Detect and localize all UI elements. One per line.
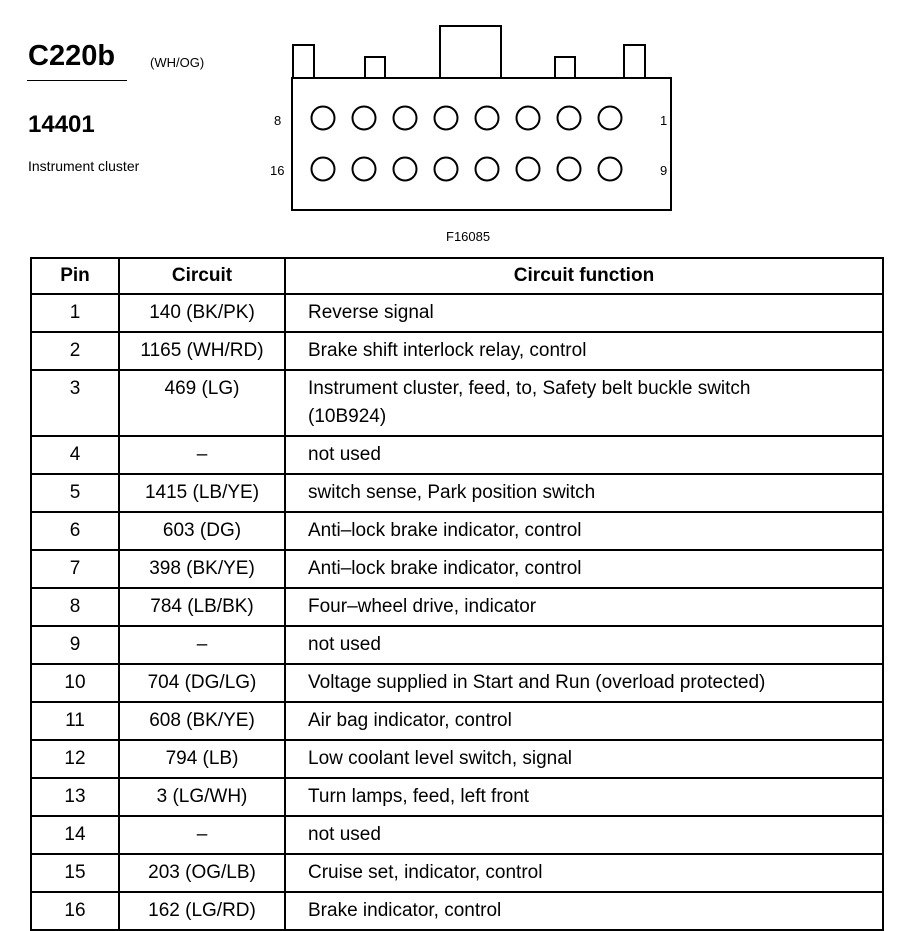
- figure-id: F16085: [446, 229, 491, 244]
- circuit-cell: 603 (DG): [119, 512, 285, 550]
- function-cell: Air bag indicator, control: [285, 702, 883, 740]
- pin-cell: 16: [31, 892, 119, 930]
- pin-hole: [435, 107, 458, 130]
- circuit-cell: 469 (LG): [119, 370, 285, 436]
- circuit-cell: –: [119, 626, 285, 664]
- function-cell: [285, 370, 883, 436]
- function-cell: not used: [285, 626, 883, 664]
- pin-cell: 14: [31, 816, 119, 854]
- pin-cell: 2: [31, 332, 119, 370]
- pin-label-bottom-right: 9: [660, 163, 668, 178]
- table-row: [31, 332, 883, 370]
- table-row: [31, 512, 883, 550]
- pin-cell: 7: [31, 550, 119, 588]
- pin-hole: [517, 158, 540, 181]
- center-latch: [440, 26, 501, 78]
- pin-cell: 11: [31, 702, 119, 740]
- pin-label-top-right: 1: [660, 113, 668, 128]
- pin-cell: 4: [31, 436, 119, 474]
- table-header-row: [31, 258, 883, 294]
- pin-hole: [517, 107, 540, 130]
- pin-cell: 5: [31, 474, 119, 512]
- function-cell: Reverse signal: [285, 294, 883, 332]
- circuit-cell: 608 (BK/YE): [119, 702, 285, 740]
- circuit-cell: –: [119, 436, 285, 474]
- pin-cell: 8: [31, 588, 119, 626]
- table-row: [31, 588, 883, 626]
- table-row: [31, 702, 883, 740]
- pin-hole: [599, 158, 622, 181]
- table-row: [31, 664, 883, 702]
- pin-hole: [312, 107, 335, 130]
- circuit-cell: 140 (BK/PK): [119, 294, 285, 332]
- header-circuit: Circuit: [119, 258, 285, 294]
- connector-face-diagram: [285, 20, 685, 215]
- table-row: [31, 474, 883, 512]
- pin-cell: 15: [31, 854, 119, 892]
- pin-hole: [476, 107, 499, 130]
- circuit-cell: 1415 (LB/YE): [119, 474, 285, 512]
- function-line-2: (10B924): [308, 406, 387, 427]
- circuit-cell: –: [119, 816, 285, 854]
- table-row: [31, 778, 883, 816]
- pin-cell: 13: [31, 778, 119, 816]
- function-cell: Brake shift interlock relay, control: [285, 332, 883, 370]
- function-line-1: Instrument cluster, feed, to, Safety belt buckle switch: [308, 378, 751, 399]
- pin-hole: [353, 158, 376, 181]
- pin-hole: [394, 158, 417, 181]
- function-cell: Cruise set, indicator, control: [285, 854, 883, 892]
- circuit-cell: 162 (LG/RD): [119, 892, 285, 930]
- pinout-table: [30, 257, 884, 931]
- function-cell: Four–wheel drive, indicator: [285, 588, 883, 626]
- pin-cell: 1: [31, 294, 119, 332]
- table-row: [31, 816, 883, 854]
- table-row: [31, 436, 883, 474]
- circuit-cell: 203 (OG/LB): [119, 854, 285, 892]
- function-cell: Anti–lock brake indicator, control: [285, 550, 883, 588]
- pin-label-top-left: 8: [274, 113, 282, 128]
- pin-hole: [353, 107, 376, 130]
- table-row: [31, 294, 883, 332]
- pin-holes: [312, 107, 622, 181]
- header-pin: Pin: [31, 258, 119, 294]
- pin-hole: [312, 158, 335, 181]
- circuit-cell: 1165 (WH/RD): [119, 332, 285, 370]
- connector-color: (WH/OG): [150, 55, 205, 70]
- table-row: [31, 550, 883, 588]
- circuit-cell: 704 (DG/LG): [119, 664, 285, 702]
- circuit-cell: 3 (LG/WH): [119, 778, 285, 816]
- circuit-cell: 784 (LB/BK): [119, 588, 285, 626]
- function-cell: switch sense, Park position switch: [285, 474, 883, 512]
- function-cell: Low coolant level switch, signal: [285, 740, 883, 778]
- pin-hole: [394, 107, 417, 130]
- circuit-cell: 794 (LB): [119, 740, 285, 778]
- pin-cell: 12: [31, 740, 119, 778]
- function-cell: Brake indicator, control: [285, 892, 883, 930]
- key-tab-left: [365, 57, 385, 78]
- table-row: [31, 740, 883, 778]
- table-row: [31, 854, 883, 892]
- function-cell: Voltage supplied in Start and Run (overload protected): [285, 664, 883, 702]
- pin-hole: [558, 107, 581, 130]
- pin-cell: 6: [31, 512, 119, 550]
- title-underline: [27, 80, 127, 81]
- pin-cell: 3: [31, 370, 119, 436]
- header-function: Circuit function: [285, 258, 883, 294]
- key-tab-right: [555, 57, 575, 78]
- locking-tab-right: [624, 45, 645, 78]
- pin-hole: [599, 107, 622, 130]
- pin-hole: [558, 158, 581, 181]
- part-number: 14401: [28, 111, 95, 138]
- function-cell: not used: [285, 816, 883, 854]
- table-row: [31, 370, 883, 436]
- function-cell: not used: [285, 436, 883, 474]
- pin-hole: [476, 158, 499, 181]
- circuit-cell: 398 (BK/YE): [119, 550, 285, 588]
- connector-body: [292, 78, 671, 210]
- function-cell: Anti–lock brake indicator, control: [285, 512, 883, 550]
- pin-label-bottom-left: 16: [270, 163, 285, 178]
- table-row: [31, 892, 883, 930]
- pin-cell: 10: [31, 664, 119, 702]
- function-cell: Turn lamps, feed, left front: [285, 778, 883, 816]
- connector-code: C220b: [28, 40, 116, 72]
- pin-cell: 9: [31, 626, 119, 664]
- table-row: [31, 626, 883, 664]
- pin-hole: [435, 158, 458, 181]
- connector-description: Instrument cluster: [28, 158, 140, 174]
- locking-tab-left: [293, 45, 314, 78]
